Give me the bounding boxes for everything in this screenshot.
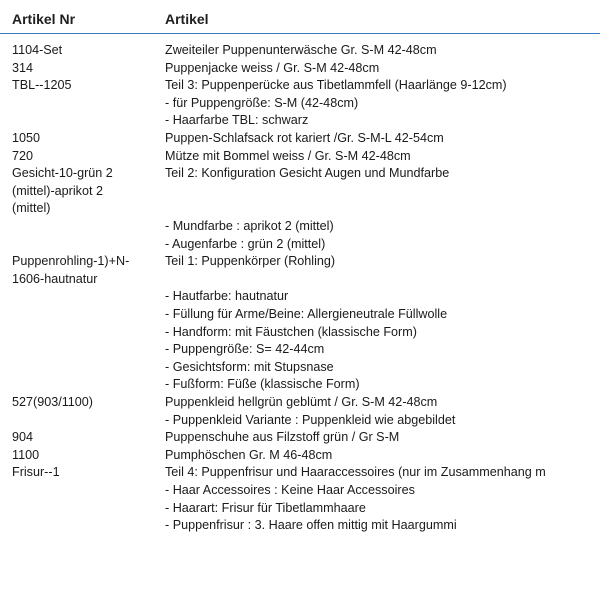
- table-row: [0, 429, 600, 447]
- article-number-cell: 1100: [12, 447, 40, 462]
- article-description-cell: Teil 4: Puppenfrisur und Haaraccessoires (nur im Zusammenhang m: [165, 465, 546, 480]
- table-row: [0, 412, 600, 430]
- article-description-cell: - Augenfarbe : grün 2 (mittel): [165, 236, 326, 251]
- article-number-cell: 314: [12, 60, 34, 75]
- article-description-cell: Puppenkleid hellgrün geblümt / Gr. S-M 42-48cm: [165, 395, 438, 409]
- article-description-cell: - Fußform: Füße (klassische Form): [165, 377, 360, 392]
- table-row: [0, 77, 600, 95]
- table-row: [0, 447, 600, 465]
- article-number-cell: 720: [12, 148, 34, 163]
- article-description-cell: Puppenjacke weiss / Gr. S-M 42-48cm: [165, 60, 380, 75]
- article-description-cell: Teil 2: Konfiguration Gesicht Augen und Mundfarbe: [165, 166, 450, 181]
- article-description-cell: Zweiteiler Puppenunterwäsche Gr. S-M 42-48cm: [165, 43, 437, 57]
- article-number-cell: TBL--1205: [12, 78, 72, 93]
- article-description-cell: - Haarart: Frisur für Tibetlammhaare: [165, 500, 366, 515]
- article-number-cell: Gesicht-10-grün 2 (mittel)-aprikot 2 (mittel): [12, 166, 113, 216]
- header-divider: [0, 33, 600, 34]
- table-row: [0, 517, 600, 535]
- table-row: [0, 482, 600, 500]
- table-row: [0, 60, 600, 78]
- article-description-cell: - Gesichtsform: mit Stupsnase: [165, 359, 334, 374]
- column-header-article-number: Artikel Nr: [12, 11, 76, 27]
- article-number-cell: Frisur--1: [12, 465, 60, 480]
- article-number-cell: Puppenrohling-1)+N- 1606-hautnatur: [12, 254, 130, 286]
- article-description-cell: Puppenschuhe aus Filzstoff grün / Gr S-M: [165, 430, 400, 445]
- article-description-cell: - Haar Accessoires : Keine Haar Accessoires: [165, 483, 415, 497]
- article-number-cell: 904: [12, 430, 34, 445]
- table-header: [0, 11, 600, 33]
- table-row: [0, 359, 600, 377]
- table-row: [0, 148, 600, 166]
- table-row: [0, 324, 600, 342]
- article-description-cell: Teil 1: Puppenkörper (Rohling): [165, 254, 336, 269]
- article-number-cell: 527(903/1100): [12, 395, 93, 409]
- table-row: [0, 464, 600, 482]
- article-description-cell: Mütze mit Bommel weiss / Gr. S-M 42-48cm: [165, 148, 411, 163]
- table-row: [0, 236, 600, 254]
- table-row: [0, 130, 600, 148]
- article-description-cell: - Handform: mit Fäustchen (klassische Form): [165, 324, 417, 339]
- article-description-cell: - Füllung für Arme/Beine: Allergieneutrale Füllwolle: [165, 307, 448, 321]
- table-row: [0, 95, 600, 113]
- article-number-cell: 1104-Set: [12, 43, 63, 57]
- article-description-cell: - Puppengröße: S= 42-44cm: [165, 342, 325, 357]
- column-header-article: Artikel: [165, 11, 209, 27]
- table-row: [0, 394, 600, 412]
- table-row: [0, 253, 600, 288]
- table-row: [0, 376, 600, 394]
- table-row: [0, 165, 600, 218]
- article-description-cell: - Hautfarbe: hautnatur: [165, 289, 289, 304]
- table-row: [0, 218, 600, 236]
- article-number-cell: 1050: [12, 131, 41, 145]
- table-row: [0, 42, 600, 60]
- article-description-cell: - Mundfarbe : aprikot 2 (mittel): [165, 219, 334, 233]
- article-description-cell: - Puppenfrisur : 3. Haare offen mittig mit Haargummi: [165, 518, 457, 533]
- article-description-cell: Pumphöschen Gr. M 46-48cm: [165, 447, 333, 462]
- table-row: [0, 341, 600, 359]
- article-description-cell: Puppen-Schlafsack rot kariert /Gr. S-M-L 42-54cm: [165, 131, 444, 145]
- article-description-cell: - Haarfarbe TBL: schwarz: [165, 113, 309, 128]
- article-description-cell: Teil 3: Puppenperücke aus Tibetlammfell (Haarlänge 9-12cm): [165, 78, 507, 93]
- article-description-cell: - für Puppengröße: S-M (42-48cm): [165, 95, 359, 110]
- table-row: [0, 288, 600, 306]
- table-row: [0, 500, 600, 518]
- table-row: [0, 306, 600, 324]
- table-row: [0, 112, 600, 130]
- article-description-cell: - Puppenkleid Variante : Puppenkleid wie abgebildet: [165, 412, 456, 427]
